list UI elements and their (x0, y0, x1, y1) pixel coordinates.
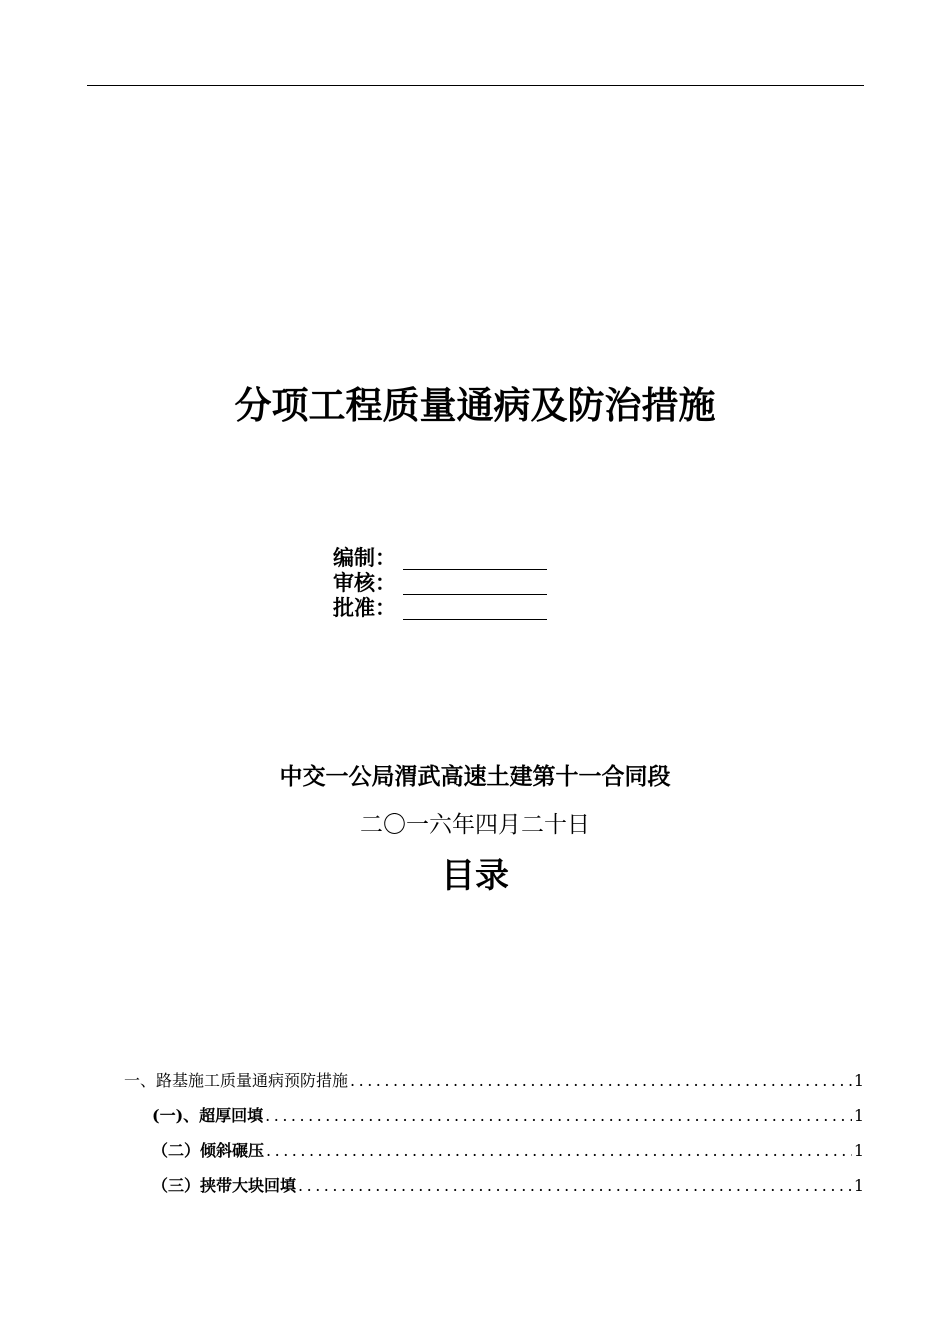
toc-entry-page: 1 (853, 1106, 864, 1125)
signoff-label: 编制： (333, 546, 396, 570)
signoff-row-approved (333, 597, 547, 622)
toc-entry-text: (一)、超厚回填 (152, 1106, 264, 1125)
toc-leader-dots (266, 1141, 852, 1160)
toc-entry-text: 一、路基施工质量通病预防措施 (124, 1071, 349, 1090)
signature-line (403, 574, 547, 595)
toc-entry-text: （二）倾斜碾压 (152, 1141, 265, 1160)
toc-heading: 目录 (441, 856, 509, 896)
toc-entry-text: （三）挟带大块回填 (152, 1176, 297, 1195)
toc-entry-page: 1 (853, 1071, 864, 1090)
header-rule (87, 85, 864, 86)
table-of-contents (124, 1068, 864, 1208)
toc-entry[interactable] (124, 1138, 864, 1173)
toc-entry-page: 1 (853, 1141, 864, 1160)
signoff-label: 批准： (333, 596, 396, 620)
organization-name: 中交一公局渭武高速土建第十一合同段 (279, 764, 671, 790)
toc-leader-dots (265, 1106, 852, 1125)
document-title: 分项工程质量通病及防治措施 (234, 384, 716, 427)
toc-entry-page: 1 (853, 1176, 864, 1195)
toc-entry[interactable] (124, 1103, 864, 1138)
document-date: 二〇一六年四月二十日 (360, 812, 590, 838)
toc-entry[interactable] (124, 1068, 864, 1103)
signoff-block (333, 547, 547, 622)
toc-entry[interactable] (124, 1173, 864, 1208)
signature-line (403, 599, 547, 620)
toc-leader-dots (350, 1071, 852, 1090)
signoff-label: 审核： (333, 571, 396, 595)
signature-line (403, 549, 547, 570)
toc-leader-dots (298, 1176, 852, 1195)
